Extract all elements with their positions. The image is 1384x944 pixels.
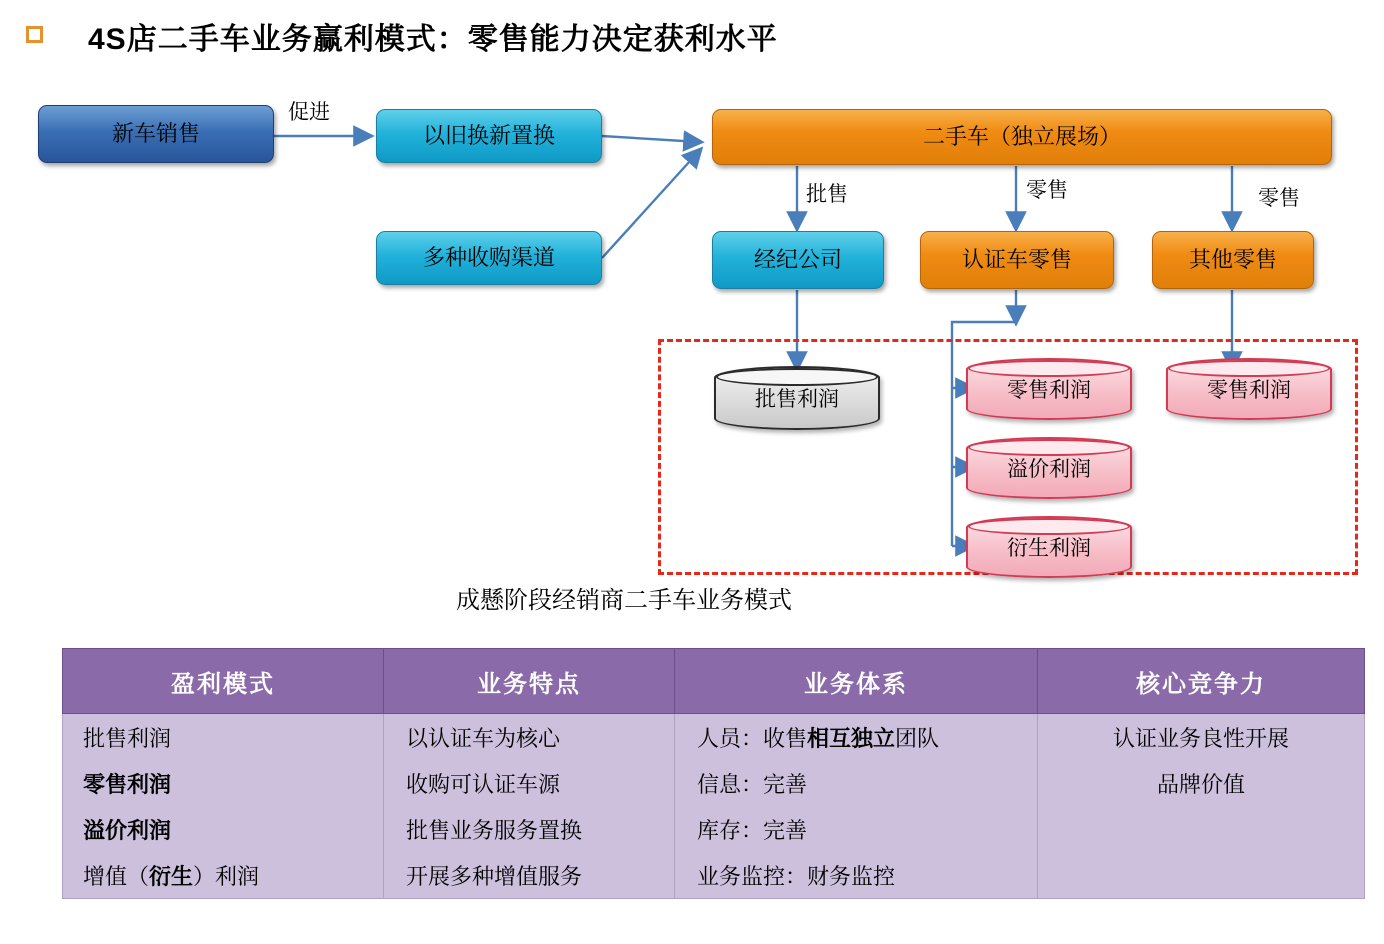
table-header-cell: 盈利模式	[63, 649, 384, 714]
cylinder-label: 溢价利润	[1007, 458, 1091, 481]
table-cell-competitiveness	[1038, 852, 1365, 899]
arrow-label-retail-right: 零售	[1258, 187, 1300, 210]
table-header-row	[63, 649, 1365, 714]
system-text-post: 团队	[895, 725, 940, 751]
box-multi-channel[interactable]	[376, 231, 602, 285]
box-used-car[interactable]	[712, 109, 1332, 165]
page-title: 4S店二手车业务赢利模式：零售能力决定获利水平	[88, 23, 778, 56]
cylinder-retail-profit-right[interactable]	[1166, 358, 1332, 420]
table-header-cell: 业务特点	[384, 649, 675, 714]
table-row	[63, 852, 1365, 899]
system-text-bold: 相互独立	[807, 725, 896, 751]
box-broker-company[interactable]	[712, 231, 884, 289]
diagram-caption: 成懸阶段经销商二手车业务模式	[456, 587, 792, 614]
profit-mode-bold: 零售利润	[83, 771, 172, 797]
cylinder-wholesale-profit[interactable]	[714, 366, 880, 430]
box-certified-retail[interactable]	[920, 231, 1114, 289]
cylinder-label: 零售利润	[1007, 379, 1091, 402]
table-cell-system: 业务监控：财务监控	[675, 852, 1038, 899]
cylinder-label: 零售利润	[1207, 379, 1291, 402]
title-bullet-icon	[26, 26, 43, 43]
table-header-cell: 业务体系	[675, 649, 1038, 714]
box-new-car-sales[interactable]	[38, 105, 274, 163]
profit-mode-pre: 增值（	[83, 863, 150, 889]
table-row	[63, 714, 1365, 761]
box-label: 其他零售	[1188, 247, 1277, 273]
arrow-label-promote: 促进	[288, 101, 330, 124]
box-trade-in[interactable]	[376, 109, 602, 163]
profit-mode-bold: 溢价利润	[83, 817, 172, 843]
table-cell-competitiveness: 品牌价值	[1038, 760, 1365, 806]
box-label: 经纪公司	[753, 247, 842, 273]
box-label: 以旧换新置换	[422, 123, 555, 149]
table-cell-feature: 开展多种增值服务	[384, 852, 675, 899]
table-row	[63, 760, 1365, 806]
cylinder-label: 衍生利润	[1007, 537, 1091, 560]
box-other-retail[interactable]	[1152, 231, 1314, 289]
table-row	[63, 806, 1365, 852]
box-label: 新车销售	[111, 121, 200, 147]
table-cell-feature: 收购可认证车源	[384, 760, 675, 806]
cylinder-premium-profit[interactable]	[966, 437, 1132, 499]
table-cell-feature: 以认证车为核心	[384, 714, 675, 761]
table-cell-competitiveness: 认证业务良性开展	[1038, 714, 1365, 761]
box-label: 多种收购渠道	[422, 245, 555, 271]
table-cell-feature: 批售业务服务置换	[384, 806, 675, 852]
table-cell-system: 信息：完善	[675, 760, 1038, 806]
box-label: 认证车零售	[961, 247, 1072, 273]
box-label: 二手车（独立展场）	[922, 124, 1121, 150]
table-cell-system	[675, 714, 1038, 761]
table-cell-competitiveness	[1038, 806, 1365, 852]
profit-mode-post: ）利润	[193, 863, 260, 889]
system-text-pre: 人员：收售	[697, 725, 808, 751]
profit-mode-bold: 衍生	[149, 863, 194, 889]
table-header-cell: 核心竞争力	[1038, 649, 1365, 714]
profit-model-table	[62, 648, 1365, 899]
table-cell-system: 库存：完善	[675, 806, 1038, 852]
cylinder-derivative-profit[interactable]	[966, 516, 1132, 578]
table-cell-profit-mode	[63, 852, 384, 899]
cylinder-label: 批售利润	[755, 388, 839, 411]
arrow-label-retail-mid: 零售	[1026, 179, 1068, 202]
table-cell-profit-mode	[63, 760, 384, 806]
arrow-label-wholesale: 批售	[806, 183, 848, 206]
table-cell-profit-mode	[63, 806, 384, 852]
cylinder-retail-profit-mid[interactable]	[966, 358, 1132, 420]
table-cell-profit-mode: 批售利润	[63, 714, 384, 761]
